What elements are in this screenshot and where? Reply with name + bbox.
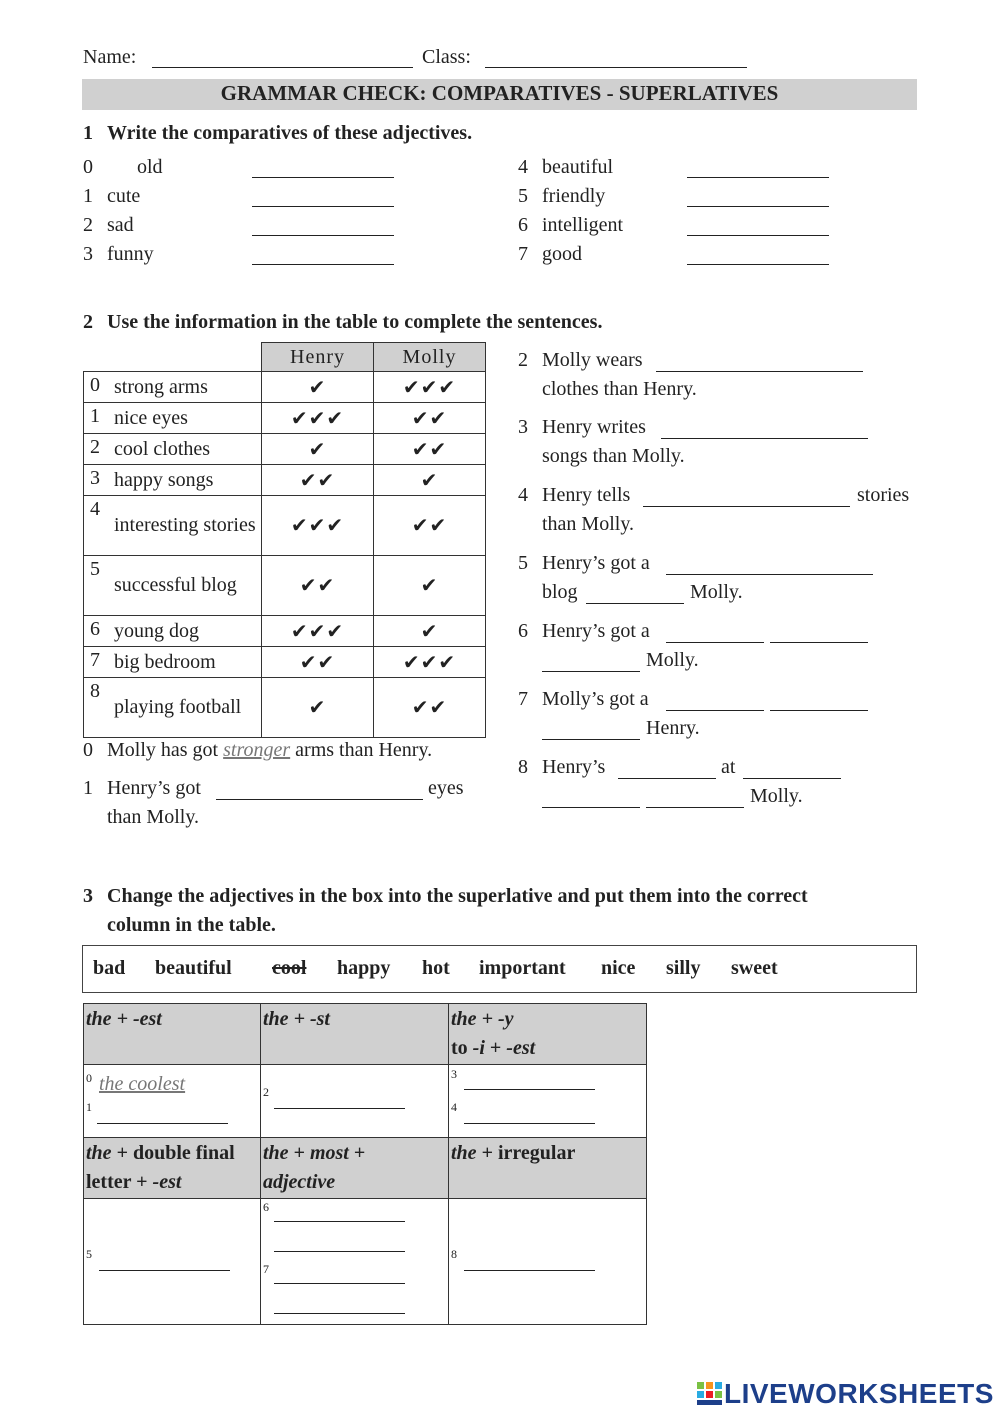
check-icon: ✔: [374, 556, 486, 616]
ex1-item-num: 4: [518, 156, 528, 178]
column-header: the + -st: [261, 1004, 449, 1065]
word-bank-item: bad: [93, 957, 126, 979]
sentence-num: 3: [518, 416, 528, 438]
ex1-item-num: 7: [518, 243, 528, 265]
sentence-text: at: [721, 756, 736, 778]
check-icon: ✔: [374, 616, 486, 647]
table-row: 3 happy songs ✔✔ ✔: [84, 465, 486, 496]
answer-field[interactable]: [646, 807, 744, 808]
name-field[interactable]: [152, 67, 413, 68]
ex1-item-word: good: [542, 243, 582, 265]
answer-cell: 0 the coolest 1: [84, 1065, 261, 1138]
word-bank-item: beautiful: [155, 957, 232, 979]
ex1-answer-field[interactable]: [252, 235, 394, 236]
ex1-item-word: old: [137, 156, 163, 178]
ex1-answer-field[interactable]: [687, 177, 829, 178]
sentence-num: 2: [518, 349, 528, 371]
ex1-item-word: beautiful: [542, 156, 614, 178]
answer-field[interactable]: [99, 1270, 230, 1271]
answer-field[interactable]: [542, 739, 640, 740]
sentence-text: clothes than Henry.: [542, 378, 697, 400]
answer-cell: 3 4: [449, 1065, 647, 1138]
answer-field[interactable]: [216, 799, 423, 800]
sentence-text: Molly.: [646, 649, 699, 671]
check-icon: ✔✔✔: [374, 372, 486, 403]
name-label: Name:: [83, 46, 137, 68]
sentence-text: eyes: [428, 777, 464, 799]
word-bank-item: sweet: [731, 957, 778, 979]
answer-field[interactable]: [274, 1313, 405, 1314]
word-bank-item: happy: [337, 957, 391, 979]
answer-cell: 5: [84, 1199, 261, 1325]
sentence-text: Henry’s got a: [542, 552, 650, 574]
answer-cell: 2: [261, 1065, 449, 1138]
ex3-number: 3: [83, 885, 93, 907]
example-answer: the coolest: [99, 1073, 186, 1095]
ex1-item-num: 1: [83, 185, 93, 207]
table-row: 4 interesting stories ✔✔✔ ✔✔: [84, 496, 486, 556]
answer-field[interactable]: [274, 1251, 405, 1252]
page-title: GRAMMAR CHECK: COMPARATIVES - SUPERLATIVES: [220, 81, 779, 105]
word-bank-item-used: cool: [272, 957, 307, 979]
sentence-text: blog: [542, 581, 578, 603]
column-header: the + -y to -i + -est: [449, 1004, 647, 1065]
header-henry: Henry: [262, 343, 374, 372]
ex1-number: 1: [83, 122, 93, 144]
check-icon: ✔✔: [374, 403, 486, 434]
word-bank-item: important: [479, 957, 566, 979]
ex1-answer-field[interactable]: [252, 206, 394, 207]
answer-field[interactable]: [464, 1089, 595, 1090]
liveworksheets-logo: LIVEWORKSHEETS: [724, 1378, 994, 1409]
check-icon: ✔: [262, 678, 374, 738]
sentence-0-text: Molly has got stronger arms than Henry.: [107, 739, 433, 761]
column-header: the + -est: [84, 1004, 261, 1065]
answer-cell: 6 7: [261, 1199, 449, 1325]
answer-field[interactable]: [274, 1108, 405, 1109]
table-row: 0 strong arms ✔ ✔✔✔: [84, 372, 486, 403]
ex2-instruction: Use the information in the table to complete the sentences.: [107, 311, 603, 333]
check-icon: ✔✔: [374, 496, 486, 556]
answer-field[interactable]: [770, 710, 868, 711]
answer-field[interactable]: [97, 1123, 228, 1124]
check-icon: ✔✔: [262, 647, 374, 678]
ex1-item-num: 6: [518, 214, 528, 236]
check-icon: ✔✔: [374, 434, 486, 465]
column-header: the + double final letter + -est: [84, 1138, 261, 1199]
answer-field[interactable]: [661, 438, 868, 439]
answer-field[interactable]: [643, 506, 850, 507]
table-row: 7 big bedroom ✔✔ ✔✔✔: [84, 647, 486, 678]
ex1-item-num: 0: [83, 156, 93, 178]
sentence-num: 6: [518, 620, 528, 642]
answer-field[interactable]: [274, 1283, 405, 1284]
header-molly: Molly: [374, 343, 486, 372]
sentence-num: 0: [83, 739, 93, 761]
word-bank-item: silly: [666, 957, 701, 979]
ex3-instruction: Change the adjectives in the box into the superlative and put them into the correct: [107, 885, 808, 907]
check-icon: ✔✔: [262, 465, 374, 496]
answer-field[interactable]: [464, 1270, 595, 1271]
liveworksheets-logo-icon: [697, 1382, 723, 1406]
ex1-item-word: friendly: [542, 185, 606, 207]
sentence-text: songs than Molly.: [542, 445, 685, 467]
ex1-item-word: cute: [107, 185, 141, 207]
answer-cell: 8: [449, 1199, 647, 1325]
sentence-text: than Molly.: [107, 806, 200, 828]
ex2-number: 2: [83, 311, 93, 333]
sentence-text: Molly’s got a: [542, 688, 649, 710]
answer-field[interactable]: [618, 778, 716, 779]
sentence-text: Molly.: [750, 785, 803, 807]
ex1-instruction: Write the comparatives of these adjectives.: [107, 122, 473, 144]
table-row: 1 nice eyes ✔✔✔ ✔✔: [84, 403, 486, 434]
table-row: 8 playing football ✔ ✔✔: [84, 678, 486, 738]
answer-field[interactable]: [586, 603, 684, 604]
answer-field[interactable]: [542, 671, 640, 672]
answer-field[interactable]: [656, 371, 863, 372]
check-icon: ✔✔✔: [262, 403, 374, 434]
check-icon: ✔✔✔: [262, 496, 374, 556]
ex1-answer-field[interactable]: [252, 264, 394, 265]
column-header: the + irregular: [449, 1138, 647, 1199]
ex3-instruction: column in the table.: [107, 914, 276, 936]
sentence-num: 4: [518, 484, 528, 506]
check-icon: ✔✔: [262, 556, 374, 616]
henry-molly-table: [83, 342, 486, 738]
check-icon: ✔: [262, 372, 374, 403]
sentence-text: Molly.: [690, 581, 743, 603]
sentence-num: 5: [518, 552, 528, 574]
word-bank-item: hot: [422, 957, 450, 979]
word-bank-item: nice: [601, 957, 636, 979]
ex1-item-word: intelligent: [542, 214, 624, 236]
ex1-item-word: funny: [107, 243, 154, 265]
class-field[interactable]: [485, 67, 747, 68]
column-header: the + most + adjective: [261, 1138, 449, 1199]
check-icon: ✔✔✔: [262, 616, 374, 647]
answer-field[interactable]: [666, 710, 764, 711]
sentence-num: 7: [518, 688, 528, 710]
superlatives-table: [83, 1003, 647, 1325]
class-label: Class:: [422, 46, 471, 68]
ex1-answer-field[interactable]: [687, 264, 829, 265]
sentence-text: Henry’s got: [107, 777, 201, 799]
sentence-text: Henry’s: [542, 756, 606, 778]
answer-field[interactable]: [743, 778, 841, 779]
table-row: 6 young dog ✔✔✔ ✔: [84, 616, 486, 647]
ex1-item-word: sad: [107, 214, 134, 236]
sentence-text: than Molly.: [542, 513, 635, 535]
answer-field[interactable]: [666, 642, 764, 643]
check-icon: ✔✔: [374, 678, 486, 738]
check-icon: ✔: [374, 465, 486, 496]
ex1-answer-field[interactable]: [687, 235, 829, 236]
answer-field[interactable]: [542, 807, 640, 808]
sentence-text: Henry writes: [542, 416, 646, 438]
sentence-text: Henry tells: [542, 484, 631, 506]
answer-field[interactable]: [770, 642, 868, 643]
check-icon: ✔: [262, 434, 374, 465]
sentence-num: 8: [518, 756, 528, 778]
ex1-answer-field[interactable]: [252, 177, 394, 178]
check-icon: ✔✔✔: [374, 647, 486, 678]
answer-field[interactable]: [464, 1123, 595, 1124]
ex1-item-num: 5: [518, 185, 528, 207]
ex1-answer-field[interactable]: [687, 206, 829, 207]
sentence-text: Henry’s got a: [542, 620, 650, 642]
example-answer: stronger: [223, 739, 291, 761]
sentence-num: 1: [83, 777, 93, 799]
table-row: 2 cool clothes ✔ ✔✔: [84, 434, 486, 465]
answer-field[interactable]: [666, 574, 873, 575]
ex1-item-num: 2: [83, 214, 93, 236]
sentence-text: Henry.: [646, 717, 700, 739]
sentence-text: Molly wears: [542, 349, 643, 371]
table-row: 5 successful blog ✔✔ ✔: [84, 556, 486, 616]
sentence-text: stories: [857, 484, 910, 506]
answer-field[interactable]: [274, 1221, 405, 1222]
ex1-item-num: 3: [83, 243, 93, 265]
